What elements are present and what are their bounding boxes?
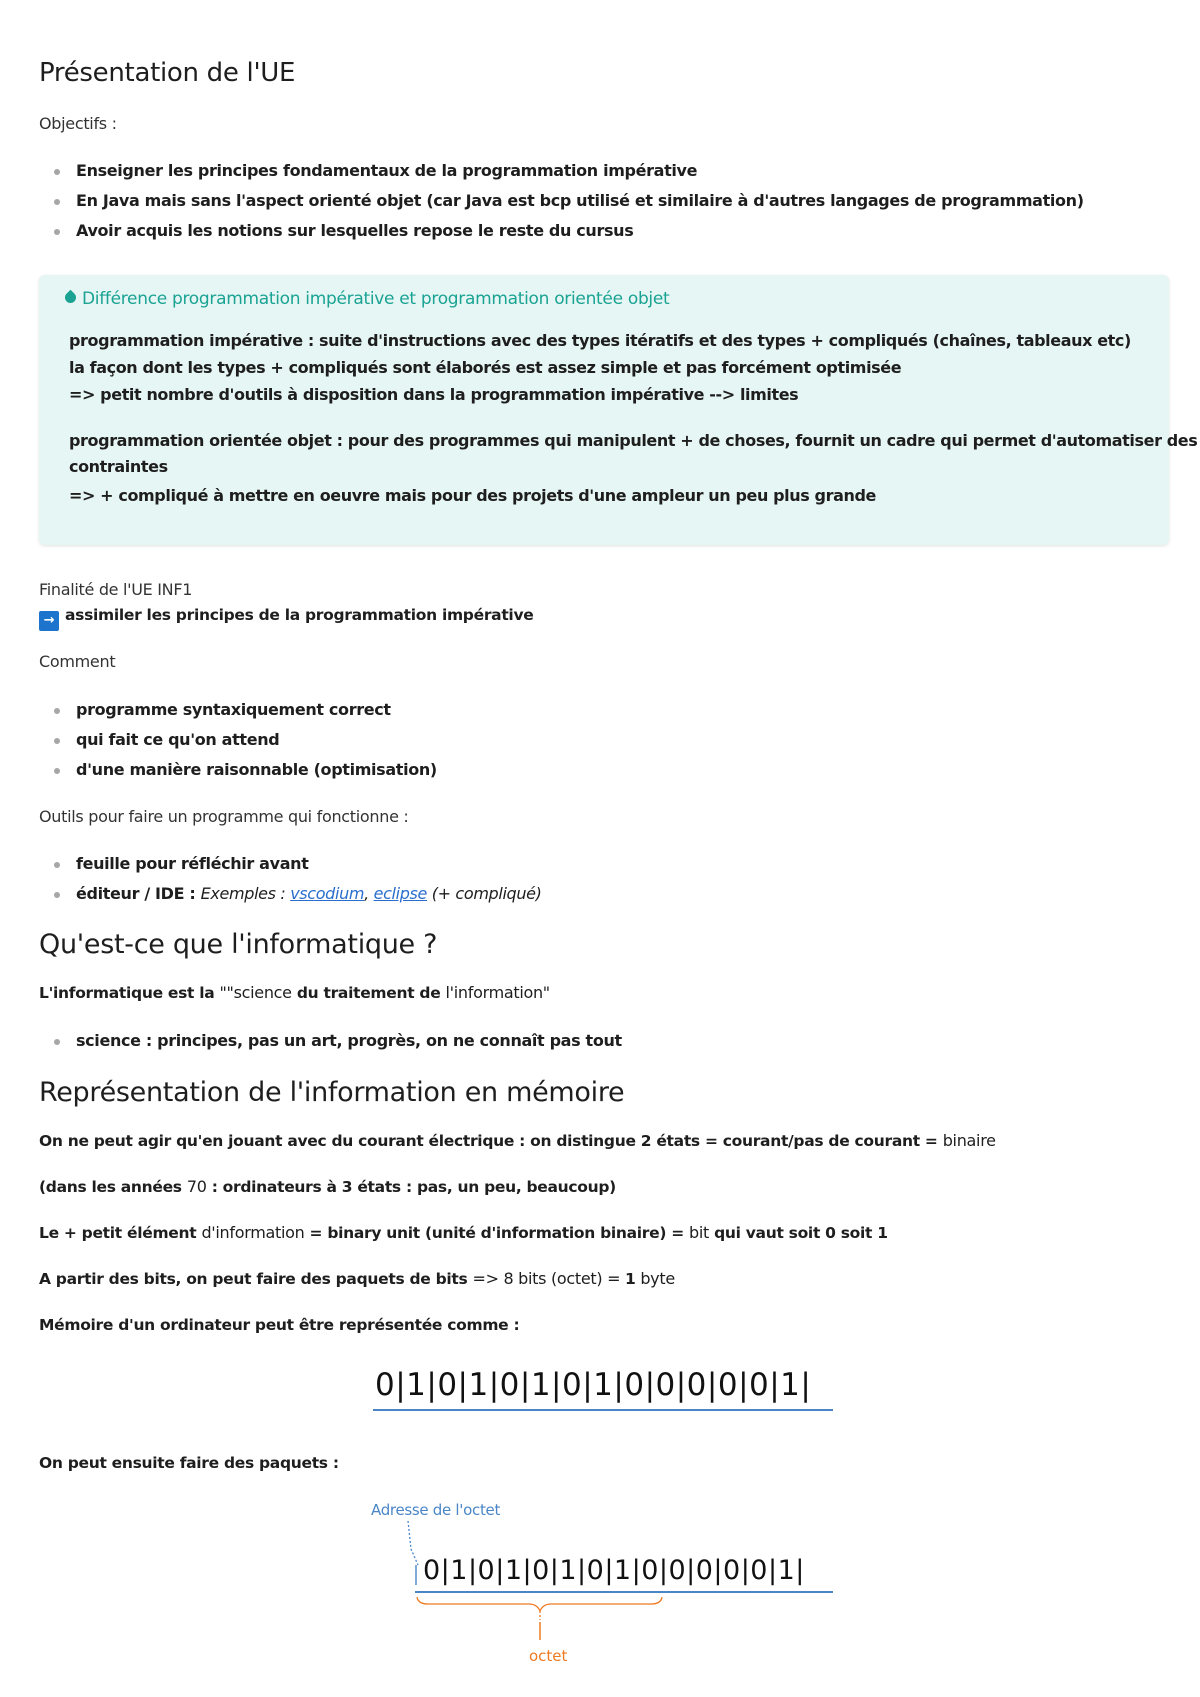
section-title-presentation: Présentation de l'UE — [39, 58, 296, 88]
octet-bits-figure: 0|1|0|1|0|1|0|1|0|0|0|0|0|1| — [423, 1555, 805, 1586]
para-part: => 8 bits (octet) = — [472, 1269, 626, 1288]
callout-line: la façon dont les types + compliqués sont élaborés est assez simple et pas forcément optimisée — [69, 358, 902, 377]
section-title-representation: Représentation de l'information en mémoire — [39, 1077, 625, 1108]
para-part: (dans les années — [39, 1178, 187, 1196]
list-item: science : principes, pas un art, progrès, on ne connaît pas tout — [54, 1026, 622, 1056]
finalite-label: Finalité de l'UE INF1 — [39, 580, 193, 599]
def-part: l'information" — [445, 983, 550, 1002]
comment-label: Comment — [39, 652, 116, 671]
para-part: Le + petit élément — [39, 1224, 202, 1242]
def-part: du traitement de — [291, 984, 446, 1002]
list-item: programme syntaxiquement correct — [54, 695, 437, 725]
address-pointer-line — [408, 1521, 418, 1565]
paragraph-paquets: On peut ensuite faire des paquets : — [39, 1454, 339, 1472]
objectives-label: Objectifs : — [39, 114, 117, 133]
para-part: On ne peut agir qu'en jouant avec du courant électrique : on distingue 2 états = courant/pas de courant = — [39, 1132, 943, 1150]
tools-prefix: éditeur / IDE : — [76, 884, 201, 903]
callout-title-text: Différence programmation impérative et programmation orientée objet — [82, 289, 670, 309]
def-part: L'informatique est la — [39, 984, 220, 1002]
para-part: qui vaut soit 0 soit 1 — [709, 1224, 888, 1242]
para-part: = binary unit (unité d'information binaire) = — [304, 1224, 690, 1242]
examples-label: Exemples : — [200, 884, 291, 903]
list-item: Enseigner les principes fondamentaux de la programmation impérative — [54, 156, 1084, 186]
right-arrow-icon: → — [39, 611, 59, 631]
list-item: En Java mais sans l'aspect orienté objet (car Java est bcp utilisé et similaire à d'autres langages de programmation) — [54, 186, 1084, 216]
callout-line: programmation impérative : suite d'instructions avec des types itératifs et des types + compliqués (chaînes, tableaux etc) — [69, 331, 1131, 350]
vscodium-link[interactable]: vscodium — [290, 884, 365, 903]
finalite-text: assimiler les principes de la programmation impérative — [65, 606, 534, 624]
octet-annotation: octet — [529, 1647, 568, 1665]
para-part: A partir des bits, on peut faire des paquets de bits — [39, 1270, 473, 1288]
paragraph-memoire: Mémoire d'un ordinateur peut être représentée comme : — [39, 1316, 520, 1334]
list-item: Avoir acquis les notions sur lesquelles repose le reste du cursus — [54, 216, 1084, 246]
para-part: 1 — [625, 1270, 636, 1288]
para-part: byte — [635, 1269, 675, 1288]
para-part: bit — [689, 1223, 710, 1242]
para-part: 70 — [186, 1177, 207, 1196]
para-part: d'information — [201, 1223, 305, 1242]
para-part: : ordinateurs à 3 états : pas, un peu, beaucoup) — [206, 1178, 616, 1196]
callout-line: => + compliqué à mettre en oeuvre mais pour des projets d'une ampleur un peu plus grande — [69, 486, 876, 505]
def-part: ""science — [219, 983, 292, 1002]
list-item: qui fait ce qu'on attend — [54, 725, 437, 755]
callout-line: contraintes — [69, 457, 168, 476]
tools-suffix: (+ compliqué) — [427, 884, 542, 903]
address-annotation: Adresse de l'octet — [371, 1501, 501, 1519]
section-title-informatique: Qu'est-ce que l'informatique ? — [39, 929, 438, 960]
callout-line: => petit nombre d'outils à disposition dans la programmation impérative --> limites — [69, 385, 799, 404]
octet-brace — [417, 1597, 662, 1611]
eclipse-link[interactable]: eclipse — [373, 884, 428, 903]
tools-label: Outils pour faire un programme qui fonctionne : — [39, 807, 409, 826]
para-part: binaire — [942, 1131, 996, 1150]
memory-bits-figure: 0|1|0|1|0|1|0|1|0|0|0|0|0|1| — [375, 1367, 812, 1403]
list-item: d'une manière raisonnable (optimisation) — [54, 755, 437, 785]
separator: , — [364, 884, 374, 903]
callout-line: programmation orientée objet : pour des programmes qui manipulent + de choses, fournit un cadre qui permet d'automatiser des — [69, 431, 1198, 450]
list-item: feuille pour réfléchir avant — [54, 849, 542, 879]
